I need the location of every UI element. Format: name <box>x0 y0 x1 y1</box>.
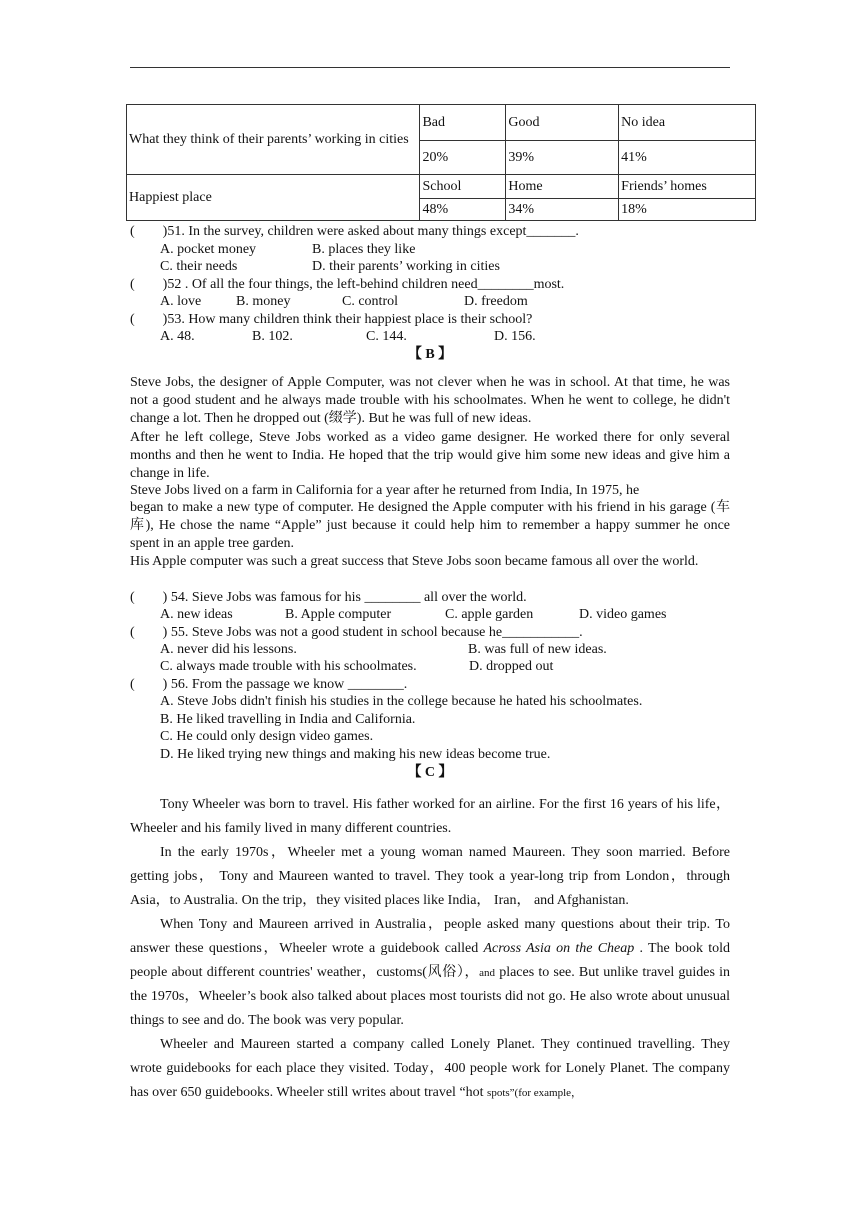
option-53-b: B. 102. <box>252 329 293 344</box>
option-54-c: C. apple garden <box>445 607 534 622</box>
survey-cell: No idea <box>619 105 756 141</box>
option-51-a: A. pocket money <box>160 242 257 257</box>
option-54-a: A. new ideas <box>160 607 233 622</box>
passage-c <box>130 793 730 1105</box>
option-56-d: D. He liked trying new things and making his new ideas become true. <box>160 747 551 762</box>
option-55-c: C. always made trouble with his schoolmates. <box>160 659 417 674</box>
option-55-b: B. was full of new ideas. <box>468 642 607 657</box>
option-51-b: B. places they like <box>312 242 416 257</box>
question-56: ( ) 56. From the passage we know ________. <box>130 677 408 692</box>
question-55: ( ) 55. Steve Jobs was not a good student in school because he___________. <box>130 625 583 640</box>
survey-cell: Home <box>506 175 619 199</box>
survey-cell: 18% <box>619 199 756 221</box>
passage-c-paragraph-2: In the early 1970s，Wheeler met a young woman named Maureen. They soon married. Before getting jobs， Tony and Maureen wanted to travel. They took a year-long trip from London，through Asia，to Australia. On the trip，they visited places like India， Iran， and Afghanistan. <box>130 845 730 908</box>
passage-c-p4-text: Wheeler and Maureen started a company called Lonely Planet. They continued travelling. They wrote guidebooks for each place they visited. Today，400 people work for Lonely Planet. The company has over 650 guidebooks. Wheeler still writes about travel “hot <box>130 1037 730 1100</box>
top-rule <box>130 67 730 68</box>
passage-c-p4-small: spots”(for example， <box>487 1087 583 1099</box>
question-53: ( )53. How many children think their happiest place is their school? <box>130 312 533 327</box>
option-52-d: D. freedom <box>464 294 528 309</box>
passage-b-paragraph-1: Steve Jobs, the designer of Apple Computer, was not clever when he was in school. At that time, he was not a good student and he always made trouble with his schoolmates. When he went to college, he didn't change a lot. Then he dropped out (缀学). But he was full of new ideas. <box>130 375 730 426</box>
survey-row1-label: What they think of their parents’ working in cities <box>127 105 420 175</box>
question-52: ( )52 . Of all the four things, the left-behind children need________most. <box>130 277 565 292</box>
survey-cell: Friends’ homes <box>619 175 756 199</box>
passage-c-p3-text: When Tony and Maureen arrived in Australia，people asked many questions about their trip. To answer these questions，Wheeler wrote a guidebook called <box>130 917 730 956</box>
book-title: Across Asia on the Cheap <box>483 941 635 956</box>
survey-cell: Good <box>506 105 619 141</box>
option-56-b: B. He liked travelling in India and California. <box>160 712 416 727</box>
survey-cell: 20% <box>420 141 506 175</box>
passage-c-p3-text: . The book told people about different countries' weather，customs(风俗）， <box>130 941 730 980</box>
option-52-a: A. love <box>160 294 202 309</box>
survey-table <box>126 104 756 221</box>
option-53-d: D. 156. <box>494 329 536 344</box>
option-51-d: D. their parents’ working in cities <box>312 259 500 274</box>
passage-c-p3-and: and <box>479 967 496 979</box>
survey-row2-label: Happiest place <box>127 175 420 221</box>
option-54-d: D. video games <box>579 607 667 622</box>
passage-b-paragraph-3-line-1: Steve Jobs lived on a farm in California for a year after he returned from India, In 1975, he <box>130 483 640 498</box>
passage-b-paragraph-3: began to make a new type of computer. He designed the Apple computer with his friend in his garage (车库), He chose the name “Apple” just because it could help him to remember a happy summer he once spent in an apple tree garden. <box>130 500 730 551</box>
option-54-b: B. Apple computer <box>285 607 392 622</box>
survey-cell: Bad <box>420 105 506 141</box>
passage-c-p3-text: places to see. But unlike travel guides in the 1970s，Wheeler’s book also talked about places most tourists did not go. He also wrote about unusual things to see and do. The book was very popular. <box>130 965 731 1028</box>
option-52-c: C. control <box>342 294 398 309</box>
passage-b-paragraph-4: His Apple computer was such a great success that Steve Jobs soon became famous all over the world. <box>130 554 699 569</box>
option-56-a: A. Steve Jobs didn't finish his studies in the college because he hated his schoolmates. <box>160 694 643 709</box>
passage-b-paragraph-2: After he left college, Steve Jobs worked as a video game designer. He worked there for only several months and then he went to India. He hoped that the trip would give him some new ideas and give him a change in life. <box>130 430 730 481</box>
option-55-d: D. dropped out <box>469 659 554 674</box>
question-54: ( ) 54. Sieve Jobs was famous for his ________ all over the world. <box>130 590 527 605</box>
question-51: ( )51. In the survey, children were asked about many things except_______. <box>130 224 579 239</box>
option-53-c: C. 144. <box>366 329 407 344</box>
option-51-c: C. their needs <box>160 259 238 274</box>
option-52-b: B. money <box>236 294 291 309</box>
section-heading-b: 【 B 】 <box>407 347 453 362</box>
survey-cell: 34% <box>506 199 619 221</box>
survey-cell: 39% <box>506 141 619 175</box>
passage-c-paragraph-4 <box>130 1033 730 1105</box>
option-53-a: A. 48. <box>160 329 195 344</box>
option-55-a: A. never did his lessons. <box>160 642 297 657</box>
passage-c-paragraph-3 <box>130 913 730 1033</box>
survey-cell: School <box>420 175 506 199</box>
section-heading-c: 【 C 】 <box>407 765 453 780</box>
survey-cell: 48% <box>420 199 506 221</box>
survey-cell: 41% <box>619 141 756 175</box>
option-56-c: C. He could only design video games. <box>160 729 374 744</box>
passage-c-paragraph-1: Tony Wheeler was born to travel. His father worked for an airline. For the first 16 years of his life，Wheeler and his family lived in many different countries. <box>130 797 730 836</box>
